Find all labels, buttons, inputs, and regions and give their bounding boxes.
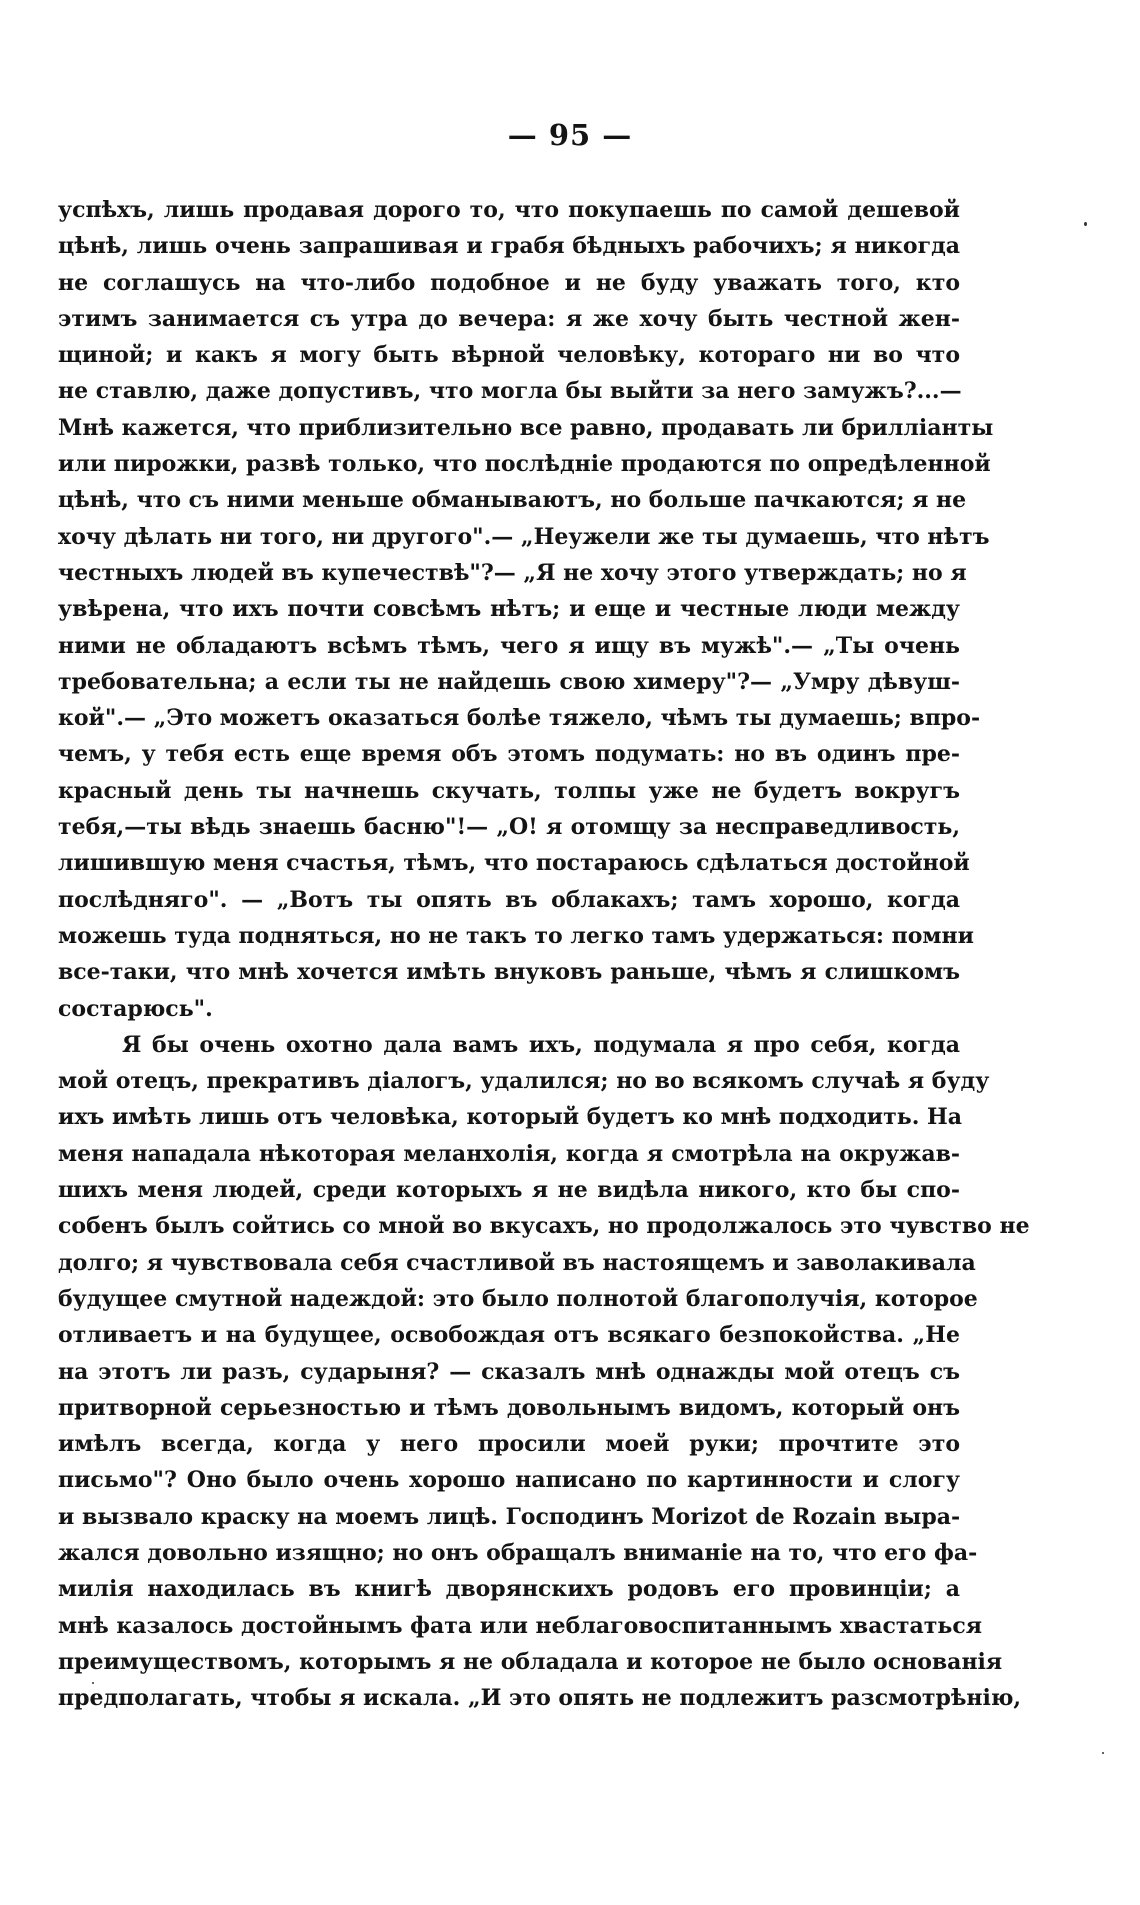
text-line: кой".— „Это можетъ оказаться болѣе тяжело, чѣмъ ты думаешь; впро- <box>58 705 981 732</box>
text-line: состарюсь". <box>58 995 213 1022</box>
text-line: долго; я чувствовала себя счастливой въ настоящемъ и заволакивала <box>58 1249 976 1276</box>
text-line: все-таки, что мнѣ хочется имѣть внуковъ раньше, чѣмъ я слишкомъ <box>58 959 960 986</box>
text-line: на этотъ ли разъ, сударыня? — сказалъ мнѣ однажды мой отецъ съ <box>58 1358 960 1385</box>
text-line: красный день ты начнешь скучать, толпы уже не будетъ вокругъ <box>58 777 960 804</box>
text-line: чемъ, у тебя есть еще время объ этомъ подумать: но въ одинъ пре- <box>58 741 960 768</box>
text-line: имѣлъ всегда, когда у него просили моей руки; прочтите это <box>58 1431 960 1458</box>
print-speck <box>1102 1752 1104 1754</box>
text-line: хочу дѣлать ни того, ни другого".— „Неужели же ты думаешь, что нѣтъ <box>58 523 990 550</box>
text-line: ними не обладаютъ всѣмъ тѣмъ, чего я ищу въ мужѣ".— „Ты очень <box>58 632 960 659</box>
text-line: будущее смутной надеждой: это было полнотой благополучія, которое <box>58 1285 978 1312</box>
print-speck <box>1084 222 1087 226</box>
text-line: этимъ занимается съ утра до вечера: я же хочу быть честной жен- <box>58 305 960 332</box>
text-line: щиной; и какъ я могу быть вѣрной человѣку, котораго ни во что <box>58 342 960 369</box>
text-line: преимуществомъ, которымъ я не обладала и которое не было основанія <box>58 1648 1003 1675</box>
text-line: мой отецъ, прекративъ діалогъ, удалился; но во всякомъ случаѣ я буду <box>58 1068 990 1095</box>
text-line: мнѣ казалось достойнымъ фата или неблаговоспитаннымъ хвастаться <box>58 1612 982 1639</box>
text-line: собенъ былъ сойтись со мной во вкусахъ, но продолжалось это чувство не <box>58 1213 1030 1240</box>
text-line: не ставлю, даже допустивъ, что могла бы выйти за него замужъ?...— <box>58 378 962 405</box>
text-line: успѣхъ, лишь продавая дорого то, что покупаешь по самой дешевой <box>58 197 960 223</box>
text-line: Я бы очень охотно дала вамъ ихъ, подумала я про себя, когда <box>122 1031 960 1058</box>
page-number: — 95 — <box>507 118 633 152</box>
text-line: можешь туда подняться, но не такъ то легко тамъ удержаться: помни <box>58 922 974 949</box>
text-line: цѣнѣ, лишь очень запрашивая и грабя бѣдныхъ рабочихъ; я никогда <box>58 233 960 260</box>
body-text <box>58 192 1030 1716</box>
text-line: Мнѣ кажется, что приблизительно все равно, продавать ли брилліанты <box>58 414 994 441</box>
text-line: послѣдняго". — „Вотъ ты опять въ облакахъ; тамъ хорошо, когда <box>58 886 960 913</box>
text-line: жался довольно изящно; но онъ обращалъ вниманіе на то, что его фа- <box>58 1539 978 1566</box>
text-line: милія находилась въ книгѣ дворянскихъ родовъ его провинціи; а <box>58 1576 960 1603</box>
text-line: требовательна; а если ты не найдешь свою химеру"?— „Умру дѣвуш- <box>58 668 960 695</box>
text-line: ихъ имѣть лишь отъ человѣка, который будетъ ко мнѣ подходить. На <box>58 1104 963 1131</box>
text-line: лишившую меня счастья, тѣмъ, что постараюсь сдѣлаться достойной <box>58 850 970 877</box>
text-line: притворной серьезностью и тѣмъ довольнымъ видомъ, который онъ <box>58 1394 960 1421</box>
text-line: или пирожки, развѣ только, что послѣдніе продаются по опредѣленной <box>58 451 991 478</box>
text-line: увѣрена, что ихъ почти совсѣмъ нѣтъ; и еще и честные люди между <box>58 596 960 623</box>
text-line: честныхъ людей въ купечествѣ"?— „Я не хочу этого утверждать; но я <box>58 559 967 586</box>
text-line: и вызвало краску на моемъ лицѣ. Господинъ Morizot de Rozain выра- <box>58 1503 961 1530</box>
text-line: предполагать, чтобы я искала. „И это опять не подлежитъ разсмотрѣнію, <box>58 1685 1022 1712</box>
text-line: тебя,—ты вѣдь знаешь басню"!— „О! я отомщу за несправедливость, <box>58 814 960 841</box>
text-line: отливаетъ и на будущее, освобождая отъ всякаго безпокойства. „Не <box>58 1322 960 1349</box>
text-line: шихъ меня людей, среди которыхъ я не видѣла никого, кто бы спо- <box>58 1177 960 1204</box>
text-line: цѣнѣ, что съ ними меньше обманываютъ, но больше пачкаются; я не <box>58 487 967 514</box>
text-line: письмо"? Оно было очень хорошо написано по картинности и слогу <box>58 1467 960 1494</box>
text-line: меня нападала нѣкоторая меланхолія, когда я смотрѣла на окружав- <box>58 1140 960 1167</box>
print-speck <box>92 1682 94 1684</box>
text-line: не соглашусь на что-либо подобное и не буду уважать того, кто <box>58 269 960 296</box>
